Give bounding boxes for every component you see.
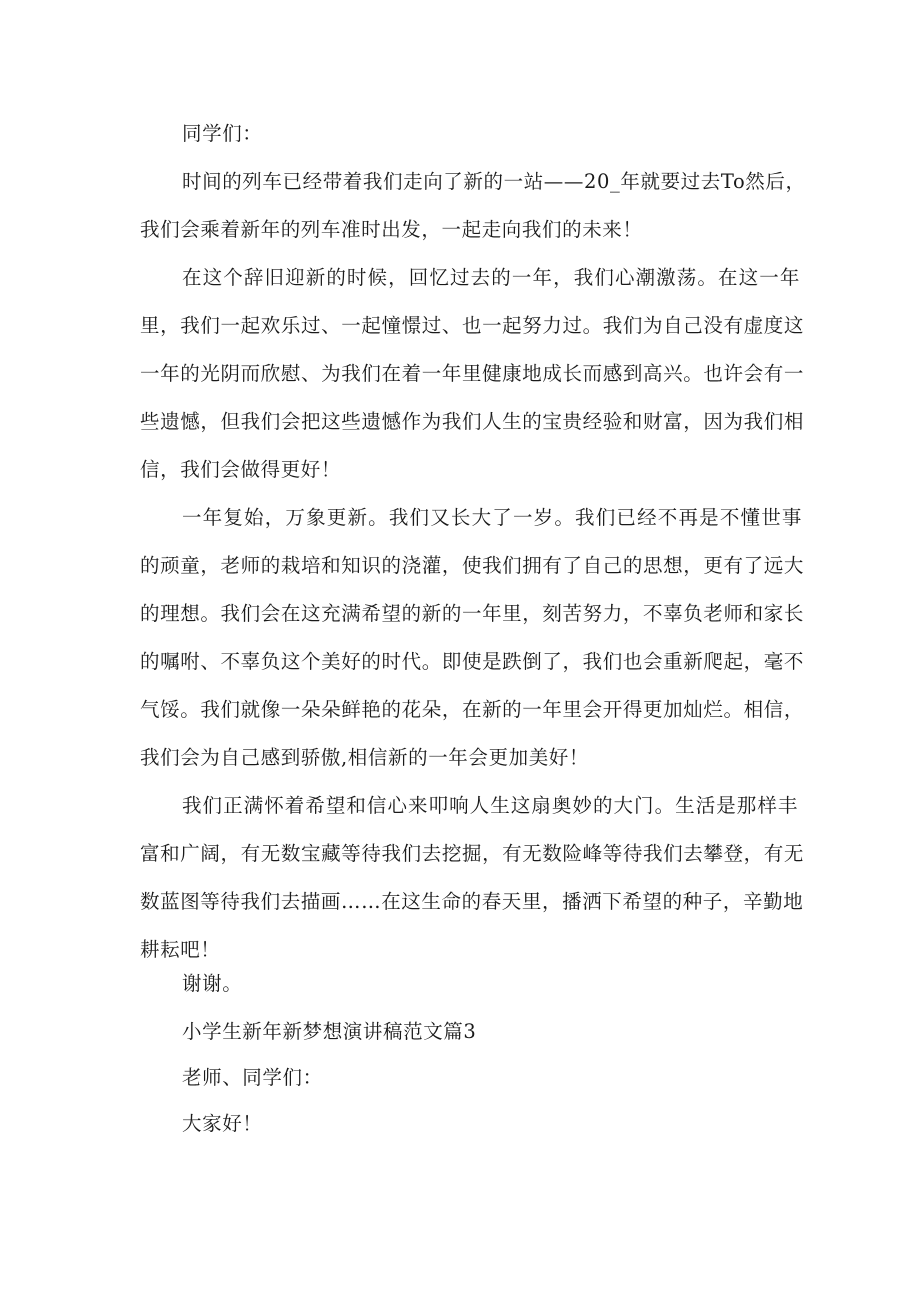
- paragraph-2-line-5: 信，我们会做得更好！: [140, 458, 342, 481]
- paragraph-4-line-4: 耕耘吧！: [140, 938, 221, 961]
- paragraph-3-line-5: 气馁。我们就像一朵朵鲜艳的花朵，在新的一年里会开得更加灿烂。相信，: [140, 698, 804, 721]
- paragraph-2-line-1: 在这个辞旧迎新的时候，回忆过去的一年，我们心潮激荡。在这一年: [182, 266, 800, 289]
- paragraph-2-line-4: 些遗憾，但我们会把这些遗憾作为我们人生的宝贵经验和财富，因为我们相: [140, 410, 804, 433]
- paragraph-2-line-3: 一年的光阴而欣慰、为我们在着一年里健康地成长而感到高兴。也许会有一: [140, 362, 804, 385]
- hello: 大家好！: [182, 1112, 263, 1135]
- salutation: 老师、同学们：: [182, 1066, 323, 1089]
- paragraph-3-line-6: 我们会为自己感到骄傲,相信新的一年会更加美好！: [140, 746, 589, 769]
- paragraph-4-line-1: 我们正满怀着希望和信心来叩响人生这扇奥妙的大门。生活是那样丰: [182, 794, 798, 817]
- paragraph-3-line-3: 的理想。我们会在这充满希望的新的一年里，刻苦努力，不辜负老师和家长: [140, 602, 804, 625]
- paragraph-4-line-2: 富和广阔，有无数宝藏等待我们去挖掘，有无数险峰等待我们去攀登，有无: [140, 842, 804, 865]
- paragraph-2-line-2: 里，我们一起欢乐过、一起憧憬过、也一起努力过。我们为自己没有虚度这: [140, 314, 804, 337]
- paragraph-3-line-1: 一年复始，万象更新。我们又长大了一岁。我们已经不再是不懂世事: [182, 506, 802, 529]
- thanks: 谢谢。: [182, 972, 243, 995]
- section-title: 小学生新年新梦想演讲稿范文篇3: [182, 1020, 477, 1043]
- greeting: 同学们：: [182, 122, 263, 145]
- paragraph-3-line-4: 的嘱咐、不辜负这个美好的时代。即使是跌倒了，我们也会重新爬起，毫不: [140, 650, 804, 673]
- paragraph-1-line-2: 我们会乘着新年的列车准时出发，一起走向我们的未来！: [140, 218, 643, 241]
- paragraph-1-line-1: 时间的列车已经带着我们走向了新的一站——20_年就要过去To然后，: [182, 170, 806, 193]
- paragraph-3-line-2: 的顽童，老师的栽培和知识的浇灌，使我们拥有了自己的思想，更有了远大: [140, 554, 804, 577]
- paragraph-4-line-3: 数蓝图等待我们去描画……在这生命的春天里，播洒下希望的种子，辛勤地: [140, 890, 804, 913]
